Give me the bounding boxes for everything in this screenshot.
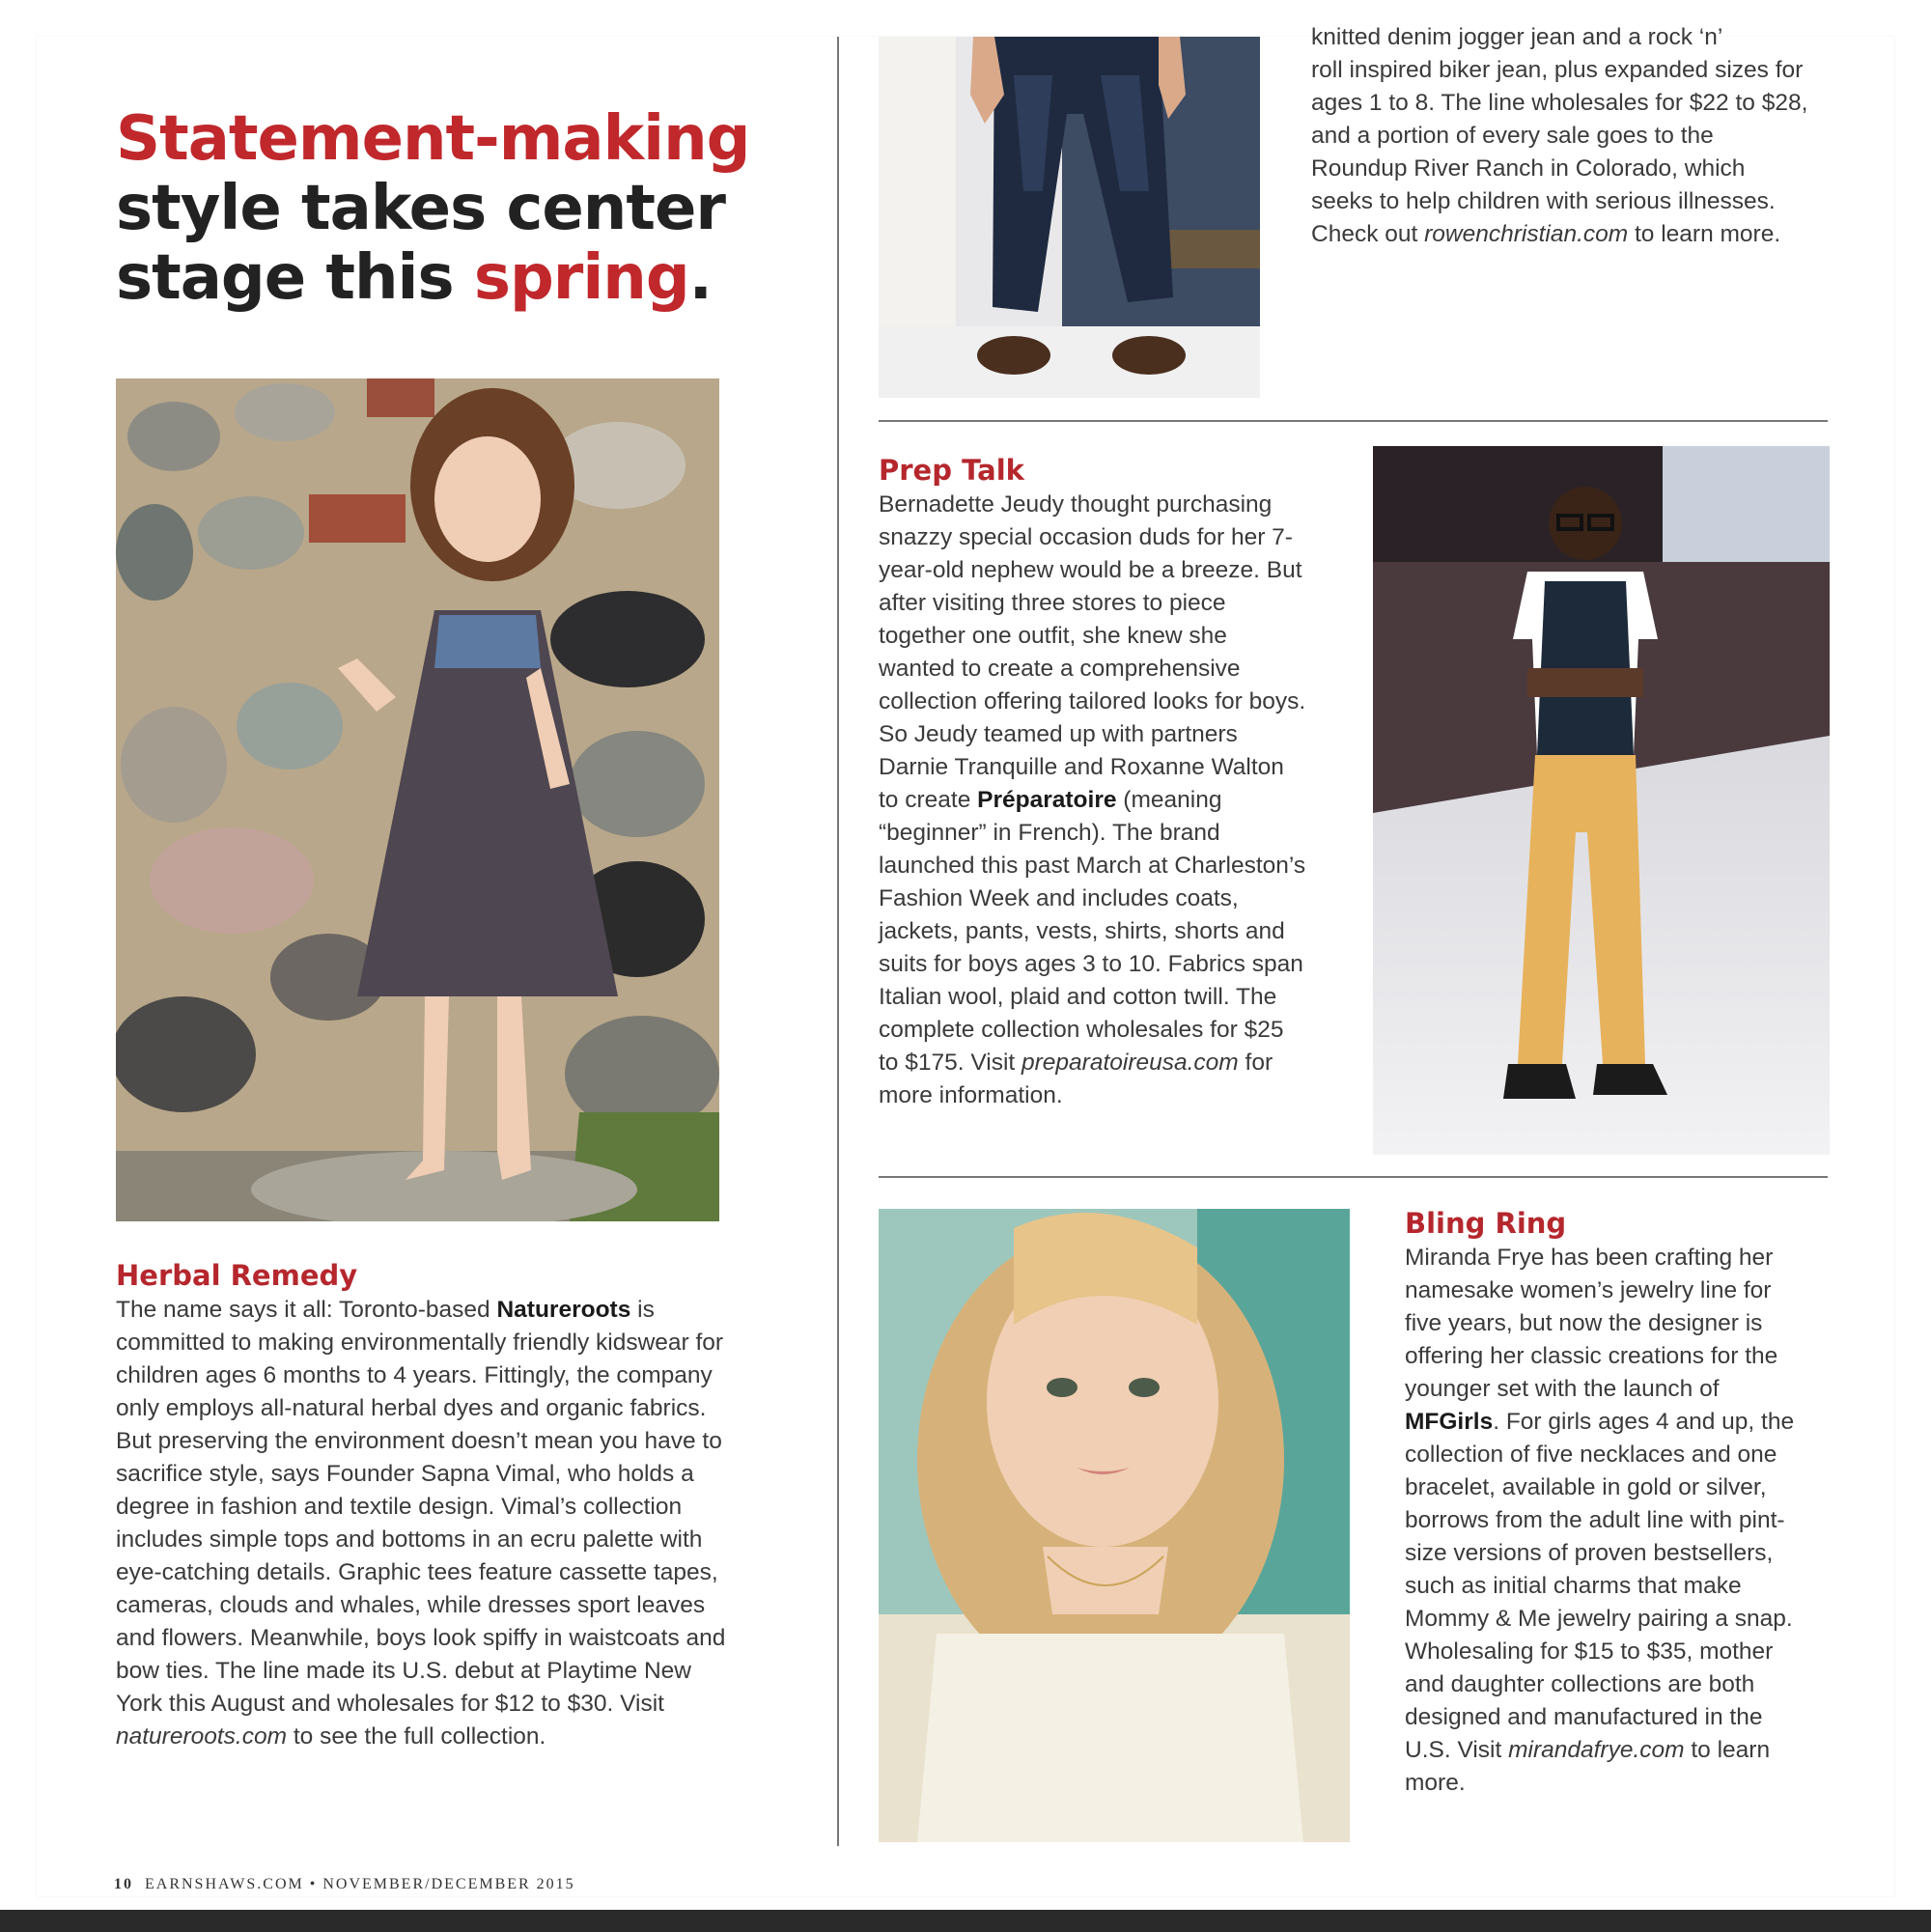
- prep-talk-text: Bernadette Jeudy thought purchasing snazzy special occasion duds for her 7-year-old nephew would be a breeze. But after visiting three stores to piece together one outfit, she knew she wanted to create a comprehensive collection offering tailored looks for boys. So Jeudy teamed up with partners Darnie Tranquille and Roxanne Walton to create Préparatoire (meaning “beginner” in French). The brand launched this past March at Charleston’s Fashion Week and includes coats, jackets, pants, vests, shirts, shorts and suits for boys ages 3 to 10. Fabrics span Italian wool, plaid and cotton twill. The complete collection wholesales for $25 to $175. Visit preparatoireusa.com for more information.: [879, 491, 1306, 1108]
- preparatoire-brand: Préparatoire: [977, 787, 1117, 813]
- girl-dress-photo: [116, 378, 719, 1221]
- section-rule-1: [879, 420, 1828, 422]
- natureroots-brand: Natureroots: [496, 1297, 631, 1323]
- intro-cut-line: knitted denim jogger jean and a rock ‘n’: [1311, 24, 1723, 50]
- page-number: 10: [114, 1876, 133, 1892]
- headline-accent-1: Statement-making: [116, 103, 750, 175]
- girl-necklace-photo: [879, 1209, 1350, 1842]
- herbal-remedy-text: The name says it all: Toronto-based Natureroots is committed to making environmentally friendly kidswear for children ages 6 months to 4 years. Fittingly, the company only employs all-natural herbal dyes and organic fabrics. But preserving the environment doesn’t mean you have to sacrifice style, says Founder Sapna Vimal, who holds a degree in fashion and textile design. Vimal’s collection includes simple tops and bottoms in an ecru palette with eye-catching details. Graphic tees feature cassette tapes, cameras, clouds and whales, while dresses sport leaves and flowers. Meanwhile, boys look spiffy in waistcoats and bow ties. The line made its U.S. debut at Playtime New York this August and wholesales for $12 to $30. Visit natureroots.com to see the full collection.: [116, 1297, 726, 1750]
- boy-jeans-photo: [879, 37, 1260, 398]
- section-rule-2: [879, 1176, 1828, 1178]
- herbal-remedy-title: Herbal Remedy: [116, 1259, 358, 1292]
- bottom-band: [0, 1910, 1931, 1932]
- rowenchristian-link[interactable]: rowenchristian.com: [1424, 221, 1629, 247]
- bling-ring-title: Bling Ring: [1405, 1207, 1567, 1240]
- page-footer: [114, 1876, 575, 1893]
- intro-continued-text: knitted denim jogger jean and a rock ‘n’ roll inspired biker jean, plus expanded sizes for ages 1 to 8. The line wholesales for $22 to $28, and a portion of every sale goes to the Roundup River Ranch in Colorado, which seeks to help children with serious illnesses. Check out rowenchristian.com to learn more.: [1311, 24, 1808, 247]
- page-headline: [116, 104, 830, 313]
- footer-text: EARNSHAWS.COM • NOVEMBER/DECEMBER 2015: [145, 1876, 575, 1892]
- boy-runway-photo: [1373, 446, 1830, 1155]
- natureroots-link[interactable]: natureroots.com: [116, 1723, 288, 1750]
- column-divider: [837, 37, 839, 1846]
- headline-accent-2: spring: [473, 242, 689, 314]
- prep-talk-title: Prep Talk: [879, 454, 1024, 487]
- headline-period: .: [688, 242, 712, 314]
- mfgirls-brand: MFGirls: [1405, 1409, 1494, 1435]
- bling-ring-text: Miranda Frye has been crafting her namesake women’s jewelry line for five years, but now the designer is offering her classic creations for the younger set with the launch of MFGirls. For girls ages 4 and up, the collection of five necklaces and one bracelet, available in gold or silver, borrows from the adult line with pint-size versions of proven bestsellers, such as initial charms that make Mommy & Me jewelry pairing a snap. Wholesaling for $15 to $35, mother and daughter collections are both designed and manufactured in the U.S. Visit mirandafrye.com to learn more.: [1405, 1245, 1795, 1796]
- preparatoire-link[interactable]: preparatoireusa.com: [1021, 1050, 1239, 1076]
- mirandafrye-link[interactable]: mirandafrye.com: [1508, 1737, 1685, 1763]
- headline-middle: style takes center stage this: [116, 173, 725, 314]
